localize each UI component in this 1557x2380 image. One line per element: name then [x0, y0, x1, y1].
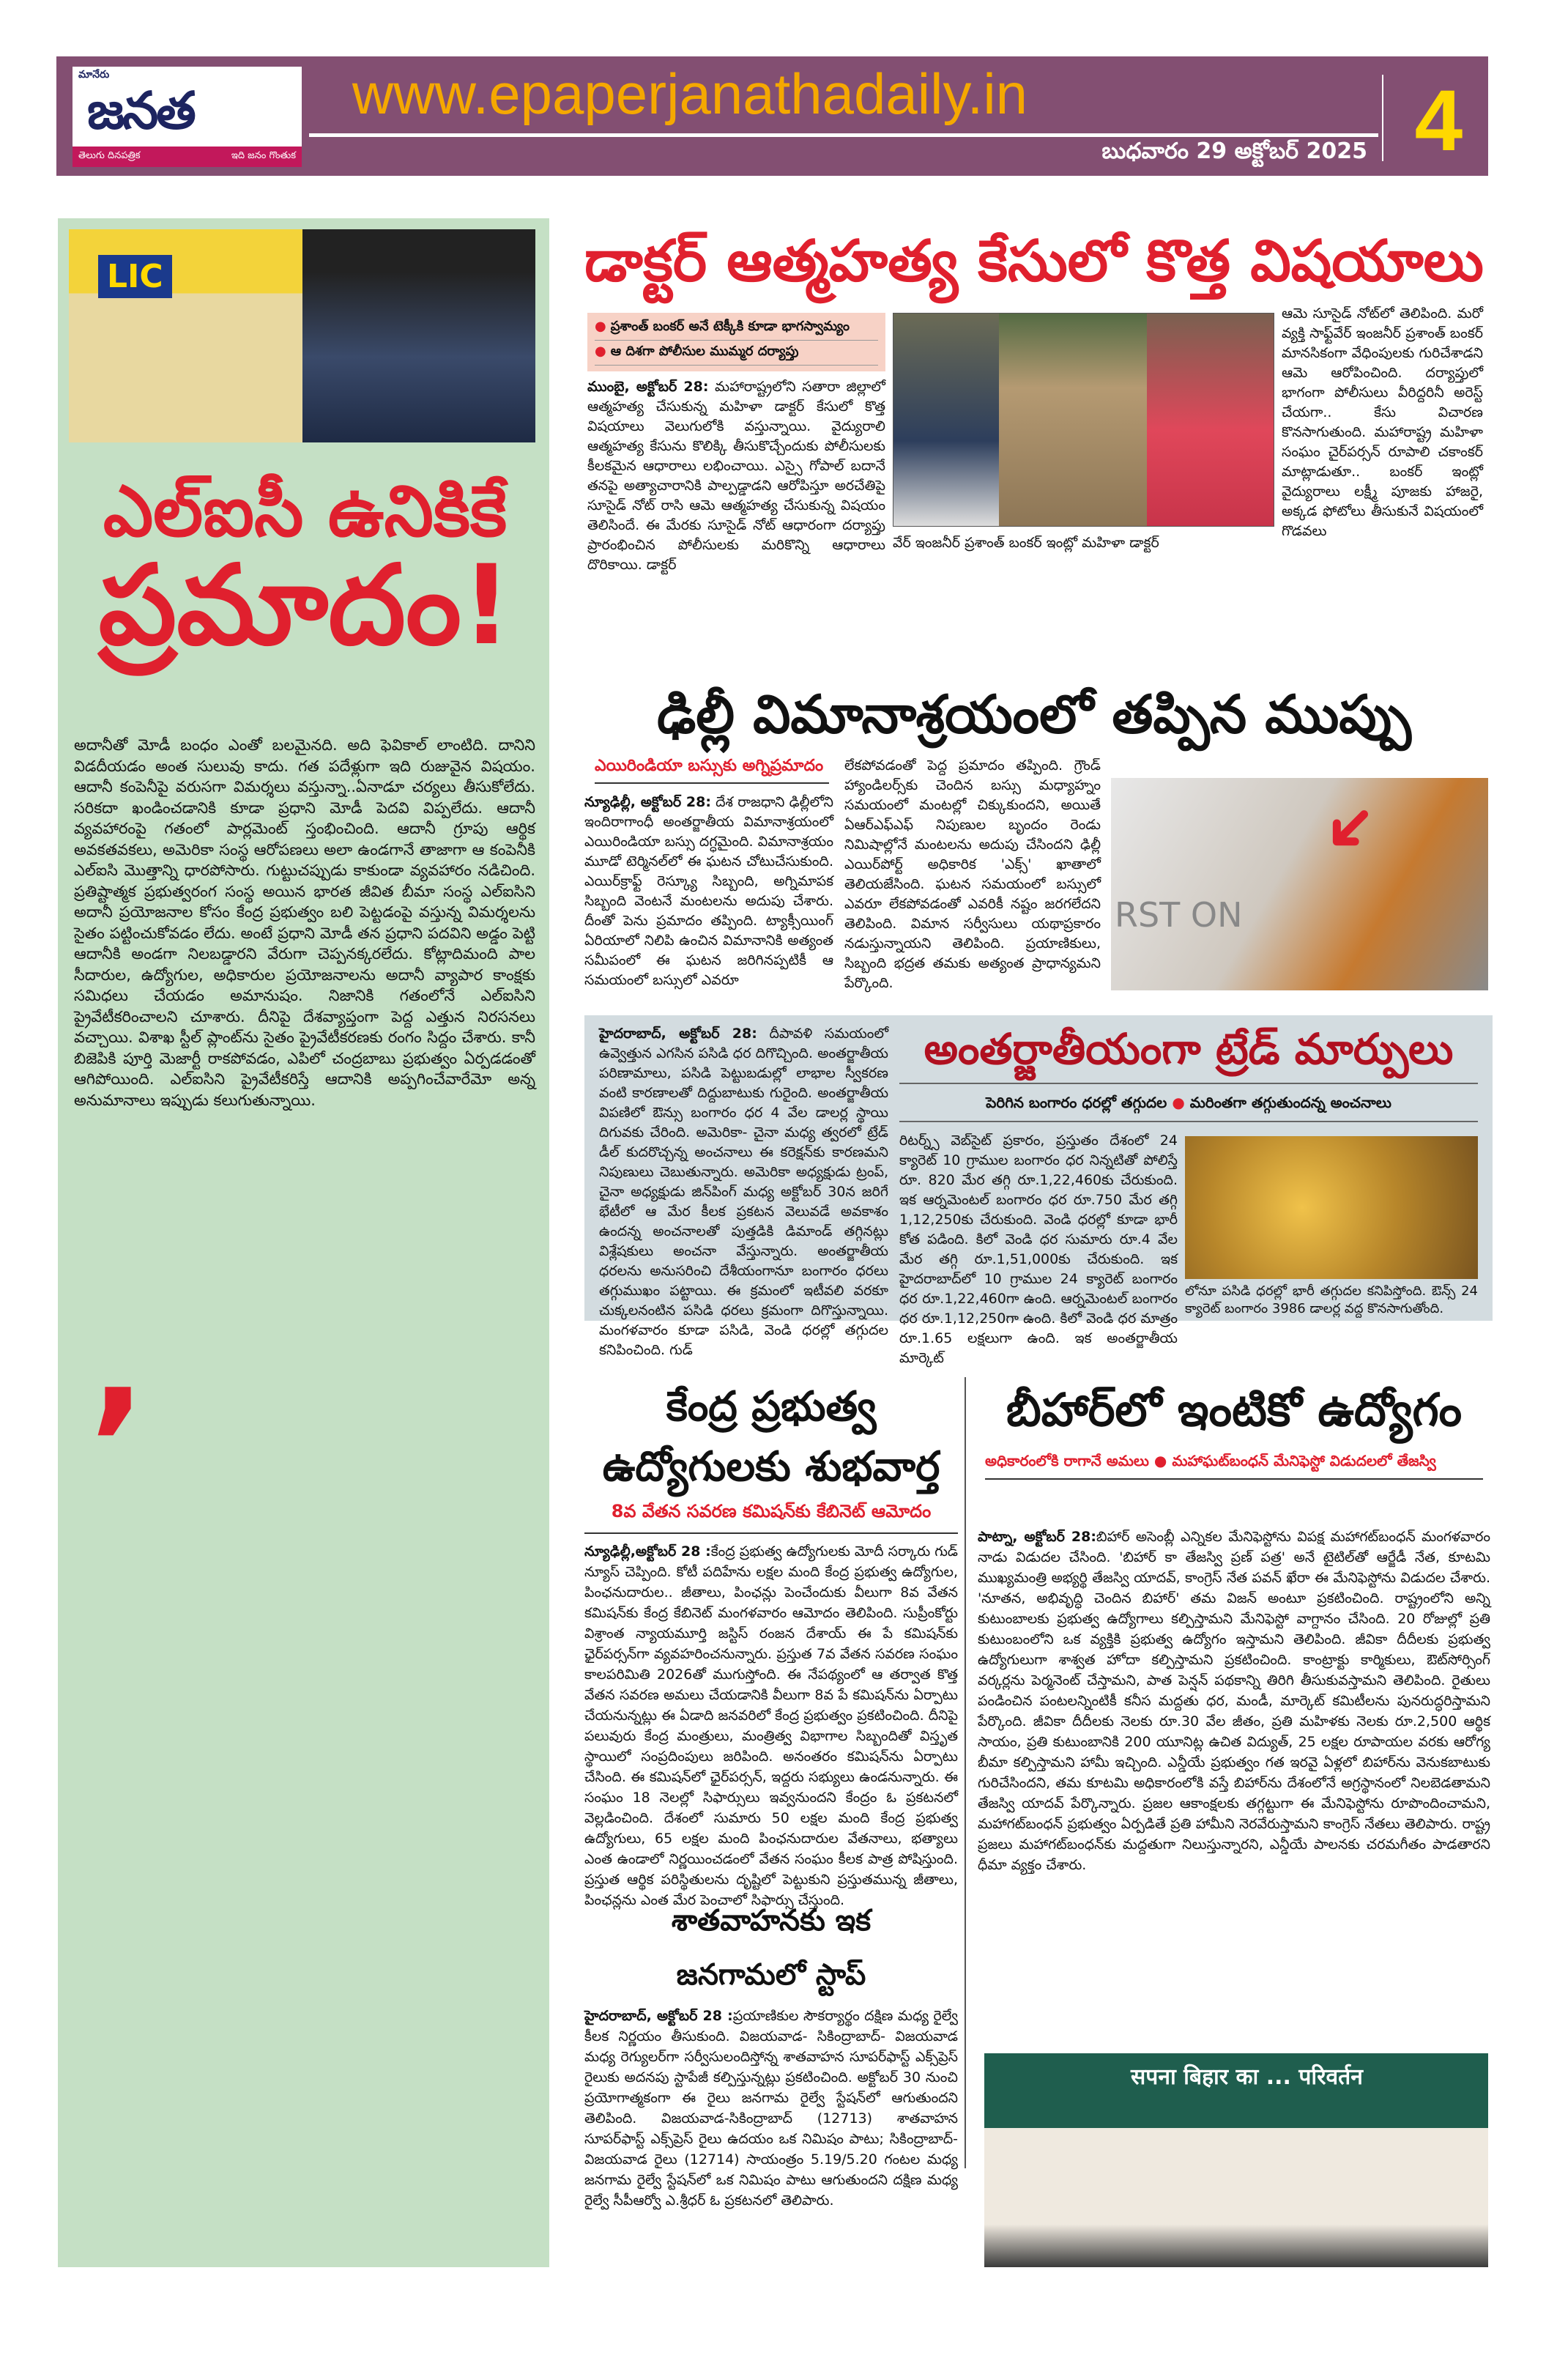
- gold-subhead: పెరిగిన బంగారం ధరల్లో తగ్గుదల ● మరింతగా తగ్గుతుందన్న అంచనాలు: [899, 1083, 1478, 1122]
- dateline: హైదరాబాద్, అక్టోబర్ 28 :: [584, 2008, 733, 2024]
- body-text: బిహార్ అసెంబ్లీ ఎన్నికల మేనిఫెస్టోను విపక్ష మహాగట్‌బంధన్ మంగళవారం నాడు విడుదల చేసింది. 'బిహార్ కా తేజస్వి ప్రణ్ పత్ర' అనే టైటిల్‌తో ఆర్జేడీ నేత, కూటమి ముఖ్యమంత్రి అభ్యర్థి తేజస్వి యాదవ్, కాంగ్రెస్ నేత పవన్ ఖేరా ఈ మేనిఫెస్టోను విడుదల చేశారు. 'నూతన, అభివృద్ధి చెందిన బిహార్' తమ విజన్ అంటూ ప్రకటించింది. రాష్ట్రంలోని అన్ని కుటుంబాలకు ప్రభుత్వ ఉద్యోగాలు కల్పిస్తామని మేనిఫెస్టో వాగ్దానం చేసింది. 20 రోజుల్లో ప్రతి కుటుంబంలోని ఒక వ్యక్తికి ప్రభుత్వ ఉద్యోగం ఇస్తామని తెలిపింది. జీవికా దీదీలకు ప్రభుత్వ ఉద్యోగులుగా శాశ్వత హోదా కల్పిస్తామని ప్రకటించింది. కాంట్రాక్టు కార్మికులు, ఔట్‌సోర్సింగ్ వర్కర్లను పెర్మనెంట్ చేస్తామని, పాత పెన్షన్ పథకాన్ని తిరిగి తీసుకువస్తామని తెలిపింది. రైతులు పండించిన పంటలన్నింటికీ కనీస మద్దతు ధర, మండీ, మార్కెట్ కమిటీలను పునరుద్ధరిస్తామని పేర్కొంది. జీవికా దీదీలకు నెలకు రూ.30 వేల జీతం, ప్రతి మహిళకు నెలకు రూ.2,500 ఆర్థిక సాయం, ప్రతి కుటుంబానికి 200 యూనిట్ల ఉచిత విద్యుత్, 25 లక్షల రూపాయల వరకు ఆరోగ్య బీమా కల్పిస్తామని హామీ ఇచ్చింది. ఎన్డీయే ప్రభుత్వం గత ఇరవై ఏళ్లలో బిహార్‌ను వెనుకబాటుకు గురిచేసిందని, తమ కూటమి అధికారంలోకి వస్తే బిహార్‌ను దేశంలోనే అగ్రస్థానంలో నిలబెడతామని తేజస్వి యాదవ్ పేర్కొన్నారు. ప్రజల ఆకాంక్షలకు తగ్గట్టుగా ఈ మేనిఫెస్టోను రూపొందించామని, మహాగట్‌బంధన్ ప్రభుత్వం ఏర్పడితే ప్రతి హామీని నెరవేరుస్తామని కాంగ్రెస్ నేతలు తెలిపారు. రాష్ట్ర ప్రజలు మహాగట్‌బంధన్‌కు మద్దతుగా నిలుస్తున్నారని, ఎన్డీయే పాలనకు చరమగీతం పాడతారని ధీమా వ్యక్తం చేశారు.: [978, 1529, 1490, 1873]
- dateline: న్యూఢిల్లీ, అక్టోబర్ 28:: [584, 794, 711, 810]
- body-text: దేశ రాజధాని ఢిల్లీలోని ఇందిరాగాంధీ అంతర్జాతీయ విమానాశ్రయంలో ఎయిరిండియా బస్సు దగ్ధమైంది. విమానాశ్రయం మూడో టెర్మినల్‌లో ఈ ఘటన చోటుచేసుకుంది. ఎయిర్‌క్రాఫ్ట్ రెస్క్యూ సిబ్బంది, అగ్నిమాపక సిబ్బంది వెంటనే మంటలను అదుపు చేశారు. దీంతో పెను ప్రమాదం తప్పింది. ట్యాక్సీయింగ్ ఏరియాలో నిలిపి ఉంచిన విమానానికి అత్యంత సమీపంలో ఈ ఘటన జరిగినప్పటికీ ఆ సమయంలో బస్సులో ఎవరూ: [584, 794, 833, 988]
- bullet-item: ● ఆ దిశగా పోలీసుల ముమ్మర దర్యాప్తు: [595, 341, 878, 366]
- gold-body-col2: రిటర్న్స్ వెబ్‌సైట్ ప్రకారం, ప్రస్తుతం దేశంలో 24 క్యారెట్ 10 గ్రాముల బంగారం ధర నిన్నటితో పోలిస్తే రూ. 820 మేర తగ్గి రూ.1,22,460కు చేరుకుంది. ఇక ఆర్నమెంటల్ బంగారం ధర రూ.750 మేర తగ్గి 1,12,250కు చేరుకుంది. వెండి ధరల్లో కూడా భారీ కోత పడింది. కిలో వెండి ధర సుమారు రూ.4 వేల మేర తగ్గి రూ.1,51,000కు చేరుకుంది. ఇక హైదరాబాద్‌లో 10 గ్రాముల 24 క్యారెట్ బంగారం ధర రూ.1,22,460గా ఉంది. ఆర్నమెంటల్ బంగారం ధర రూ.1,12,250గా ఉంది. కిలో వెండి ధర మాత్రం రూ.1.65 లక్షలుగా ఉంది. ఇక అంతర్జాతీయ మార్కెట్: [899, 1132, 1178, 1366]
- lic-body: [74, 735, 535, 2258]
- quote-mark-icon: ,: [90, 1279, 146, 1450]
- gold-headline: అంతర్జాతీయంగా ట్రేడ్ మార్పులు: [924, 1024, 1454, 1074]
- doctor-photo: [893, 314, 999, 526]
- doctor-body-col1: [587, 377, 885, 674]
- delhi-headline: ఢిల్లీ విమానాశ్రయంలో తప్పిన ముప్పు: [657, 683, 1411, 745]
- subhead-part: పెరిగిన బంగారం ధరల్లో తగ్గుదల: [986, 1094, 1167, 1111]
- logo-small-text: మానేరు: [78, 69, 110, 81]
- logo-name: జనత: [87, 81, 194, 141]
- delhi-subhead: ఎయిరిండియా బస్సుకు అగ్నిప్రమాదం: [595, 756, 829, 784]
- lic-photo: [69, 229, 535, 442]
- masthead-vertical-divider: [1382, 75, 1383, 161]
- bihar-body: [978, 1527, 1490, 2039]
- dateline: న్యూఢిల్లీ,అక్టోబర్ 28 :: [584, 1543, 711, 1560]
- gold-article: [584, 1015, 1493, 1366]
- bihar-subhead: అధికారంలోకి రాగానే అమలు ● మహాఘట్‌బంధన్ మేనిఫెస్టో విడుదలలో తేజస్వి: [985, 1450, 1483, 1480]
- arrow-icon: ➜: [1304, 782, 1398, 877]
- headline-line: జనగామలో స్టాప్: [676, 1958, 866, 1992]
- central-body: [584, 1541, 958, 1908]
- central-subhead: 8వ వేతన సవరణ కమిషన్‌కు కేబినెట్ ఆమోదం: [584, 1500, 958, 1534]
- newspaper-logo[interactable]: [73, 67, 302, 167]
- manifesto-release-photo: [984, 2053, 1488, 2267]
- masthead: [56, 56, 1488, 176]
- person-portrait-image: [302, 229, 536, 442]
- website-url[interactable]: www.epaperjanathadaily.in: [352, 62, 1028, 126]
- logo-tagline-strip: [73, 147, 302, 167]
- bus-fire-photo: [1111, 778, 1488, 990]
- bihar-headline: బీహార్‌లో ఇంటికో ఉద్యోగం: [1006, 1383, 1463, 1436]
- headline-line: ఉద్యోగులకు శుభవార్త: [602, 1443, 940, 1491]
- headline-line: కేంద్ర ప్రభుత్వ: [666, 1383, 877, 1431]
- issue-date: బుధవారం 29 అక్టోబర్ 2025: [1101, 138, 1367, 164]
- woman-photo: [1147, 314, 1274, 526]
- bullet-item: ● ప్రశాంత్ బంకర్ అనే టెక్కీకి కూడా భాగస్వామ్యం: [595, 316, 878, 341]
- photo-banner-text: सपना बिहार का ... परिवर्तन: [1131, 2064, 1363, 2090]
- dateline: హైదరాబాద్, అక్టోబర్ 28:: [599, 1026, 757, 1042]
- central-headline: [584, 1377, 958, 1497]
- lic-sign: LIC: [98, 255, 172, 298]
- bullet-text: ప్రశాంత్ బంకర్ అనే టెక్కీకి కూడా భాగస్వామ్యం: [610, 319, 850, 334]
- dateline: పాట్నా, అక్టోబర్ 28:: [978, 1529, 1096, 1545]
- body-text: దీపావళి సమయంలో ఉవ్వెత్తున ఎగసిన పసిడి ధర దిగొచ్చింది. అంతర్జాతీయ పరిణామాలు, పసిడి పెట్టుబడుల్లో లాభాల స్వీకరణ వంటి కారణాలతో దిద్దుబాటుకు గురైంది. అంతర్జాతీయ విపణిలో ఔన్సు బంగారం ధర 4 వేల డాలర్ల స్థాయి దిగువకు చేరింది. అమెరికా- చైనా మధ్య త్వరలో ట్రేడ్ డీల్ కుదరొచ్చన్న అంచనాలు ఈ కరెక్షన్‌కు కారణమని నిపుణులు చెబుతున్నారు. అమెరికా అధ్యక్షుడు ట్రంప్, చైనా అధ్యక్షుడు జిన్‌పింగ్ మధ్య అక్టోబర్ 30న జరిగే భేటీలో ఆ మేర కీలక ప్రకటన వెలువడే అవకాశం ఉందన్న అంచనాలతో పుత్తడికి డిమాండ్ తగ్గినట్లు విశ్లేషకులు అంచనా వేస్తున్నారు. అంతర్జాతీయ ధరలను అనుసరించి దేశీయంగానూ బంగారం ధరలు తగ్గుముఖం పట్టాయి. ఈ క్రమంలో ఇటీవలి వరకూ చుక్కలనంటిన పసిడి ధరలు క్రమంగా దిగొస్తున్నాయి. మంగళవారం కూడా పసిడి, వెండి ధరల్లో తగ్గుదల కనిపించింది. గుడ్: [599, 1026, 888, 1358]
- doctor-body-col2: వేర్ ఇంజనీర్ ప్రశాంత్ బంకర్ ఇంట్లో మహిళా డాక్టర్: [893, 535, 1159, 551]
- logo-tag-right: ఇది జనం గొంతుక: [231, 150, 296, 161]
- subhead-part: మహాఘట్‌బంధన్ మేనిఫెస్టో విడుదలలో తేజస్వి: [1172, 1452, 1436, 1469]
- doctor-bullets: [587, 313, 885, 371]
- gold-body-col3: లోనూ పసిడి ధరల్లో భారీ తగ్గుదల కనిపిస్తోంది. ఔన్స్ 24 క్యారెట్ బంగారం 3986 డాలర్ల వద్ద కొనసాగుతోంది.: [1185, 1283, 1478, 1316]
- body-text: కేంద్ర ప్రభుత్వ ఉద్యోగులకు మోదీ సర్కారు గుడ్ న్యూస్ చెప్పింది. కోటీ పదిహేను లక్షల మంది కేంద్ర ప్రభుత్వ ఉద్యోగుల, పింఛనుదారుల.. జీతాలు, పింఛన్లు పెంచేందుకు వీలుగా 8వ వేతన కమిషన్‌కు కేంద్ర కేబినెట్ మంగళవారం ఆమోదం తెలిపింది. సుప్రీంకోర్టు విశ్రాంత న్యాయమూర్తి జస్టిస్ రంజన దేశాయ్ ఈ పే కమిషన్‌కు ఛైర్‌పర్సన్‌గా వ్యవహరించనున్నారు. ప్రస్తుత 7వ వేతన సవరణ సంఘం కాలపరిమితి 2026తో ముగుస్తోంది. ఈ నేపథ్యంలో ఆ తర్వాత కొత్త వేతన సవరణ అమలు చేయడానికి వీలుగా 8వ పే కమిషన్‌ను ఏర్పాటు చేయనున్నట్లు ఈ ఏడాది జనవరిలో కేంద్ర ప్రభుత్వం ప్రకటించింది. దీనిపై పలువురు కేంద్ర మంత్రులు, మంత్రిత్వ విభాగాల సిబ్బందితో విస్తృత స్థాయిలో సంప్రదింపులు జరిపింది. అనంతరం కమిషన్‌ను ఏర్పాటు చేసింది. ఈ కమిషన్‌లో ఛైర్‌పర్సన్, ఇద్దరు సభ్యులు ఉండనున్నారు. ఈ సంఘం 18 నెలల్లో సిఫార్సులు ఇవ్వనుందని కేంద్రం ఓ ప్రకటనలో వెల్లడించింది. దేశంలో సుమారు 50 లక్షల మంది కేంద్ర ప్రభుత్వ ఉద్యోగులు, 65 లక్షల మంది పింఛనుదారుల వేతనాలు, భత్యాలు ఎంత ఉండాలో నిర్ణయించడంలో వేతన సంఘం కీలక పాత్ర పోషిస్తుంది. ప్రస్తుత ఆర్థిక పరిస్థితులను దృష్టిలో పెట్టుకుని ప్రస్తుతమున్న జీతాలు, పింఛన్లను ఎంత మేర పెంచాలో సిఫార్సు చేస్తుంది.: [584, 1543, 958, 1908]
- delhi-body-col1: [584, 793, 833, 998]
- dateline: ముంబై, అక్టోబర్ 28:: [587, 379, 709, 395]
- page-number: 4: [1414, 73, 1463, 169]
- lic-headline: [73, 470, 538, 670]
- gold-body-col1: [599, 1024, 888, 1358]
- doctor-photos: [893, 313, 1274, 527]
- column-divider: [965, 1377, 966, 2168]
- satavahana-body: [584, 2006, 958, 2211]
- body-text: అదానీతో మోడీ బంధం ఎంతో బలమైనది. అది ఫెవికాల్ లాంటిది. దానిని విడదీయడం అంత సులువు కాదు. గత పదేళ్లుగా ఇది రుజువైన విషయం. ఆదానీ కంపెనీపై వరుసగా విమర్శలు వస్తున్నా..ఏనాడూ చర్యలు తీసుకోలేదు. సరికదా ఖండించడానికి కూడా ప్రధాని మోడీ పెదవి విప్పలేదు. ఆదానీ వ్యవహారంపై గతంలో పార్లమెంట్ స్తంభించింది. ఆదానీ గ్రూపు ఆర్థిక అవకతవకలు, అమెరికా సంస్థ ఆరోపణలు అలా ఉండగానే తాజాగా ఆ కంపెనీకి ఎల్ఐసి మొత్తాన్ని ధారపోసారు. గుట్టుచప్పుడు కాకుండా వ్యవహారం నడిచింది. ప్రతిష్టాత్మక ప్రభుత్వరంగ సంస్థ అయిన భారత జీవిత బీమా సంస్థ ఎల్ఐసిని అదానీ ప్రయోజనాల కోసం కేంద్ర ప్రభుత్వం బలి పెట్టడంపై వస్తున్న విమర్శలను సైతం పట్టించుకోవడం లేదు. అంటే ప్రధాని మోడీ తన ప్రధాని పదవిని అడ్డం పెట్టి ఆదానీకి అండగా నిలబడ్డారని వేరుగా చెప్పనక్కరలేదు. కోట్లాదిమంది పాల సీదారుల, ఉద్యోగుల, అధికారుల ప్రయోజనాలను అదానీ వ్యాపార కాంక్షకు సమిధలు చేయడం అమానుషం. నిజానికి గతంలోనే ఎల్ఐసిని ప్రైవేటీకరించాలని చూశారు. దీనిపై దేశవ్యాప్తంగా పెద్ద ఎత్తున నిరసనలు వచ్చాయి. విశాఖ స్టీల్ ప్లాంట్‌ను సైతం ప్రైవేటీకరణకు రంగం సిద్దం చేశారు. కానీ బిజెపికి పూర్తి మెజార్టీ రాకపోవడం, ఎపిలో చంద్రబాబు ప్రభుత్వం ఏర్పడడంతో ఆగిపోయింది. ఎల్ఐసిని ప్రైవేటీకరిస్తే ఆదానికి అప్పగించేవారేమో అన్న అనుమానాలు ఇప్పుడు కలుగుతున్నాయి.: [74, 736, 535, 1109]
- satavahana-headline: [584, 1894, 958, 2002]
- body-text: మహారాష్ట్రలోని సతారా జిల్లాలో ఆత్మహత్య చేసుకున్న మహిళా డాక్టర్ కేసులో కొత్త విషయాలు వెలుగులోకి వస్తున్నాయి. వైద్యురాలి ఆత్మహత్య కేసును కొలిక్కి తీసుకొచ్చేందుకు పోలీసులకు కీలకమైన ఆధారాలు లభించాయి. ఎస్సై గోపాల్ బదానే తనపై అత్యాచారానికి పాల్పడ్డాడని ఆరోపిస్తూ అరచేతిపై సూసైడ్ నోట్ రాసి ఆమె ఆత్మహత్య చేసుకున్న విషయం తెలిసిందే. ఈ మేరకు సూసైడ్ నోట్ ఆధారంగా దర్యాప్తు ప్రారంభించిన పోలీసులకు మరికొన్ని ఆధారాలు దొరికాయి. డాక్టర్: [587, 379, 885, 573]
- body-text: ప్రయాణికుల సౌకర్యార్థం దక్షిణ మధ్య రైల్వే కీలక నిర్ణయం తీసుకుంది. విజయవాడ- సికింద్రాబాద్- విజయవాడ మధ్య రెగ్యులర్‌గా సర్వీసులందిస్తోన్న శాతవాహన సూపర్‌ఫాస్ట్ ఎక్స్‌ప్రెస్ రైలుకు అదనపు స్టాపేజీ కల్పిస్తున్నట్లు ప్రకటించింది. అక్టోబర్ 30 నుంచి ప్రయోగాత్మకంగా ఈ రైలు జనగామ రైల్వే స్టేషన్‌లో ఆగుతుందని తెలిపింది. విజయవాడ-సికింద్రాబాద్ (12713) శాతవాహన సూపర్‌ఫాస్ట్ ఎక్స్‌ప్రెస్ రైలు ఉదయం ఒక నిమిషం పాటు; సికింద్రాబాద్- విజయవాడ రైలు (12714) సాయంత్రం 5.19/5.20 గంటల మధ్య జనగామ రైల్వే స్టేషన్‌లో ఒక నిమిషం పాటు ఆగుతుందని దక్షిణ మధ్య రైల్వే సీపీఆర్వో ఎ.శ్రీధర్ ఓ ప్రకటనలో తెలిపారు.: [584, 2008, 958, 2209]
- aircraft-livery-text: RST ON: [1115, 895, 1243, 935]
- logo-tag-left: తెలుగు దినపత్రిక: [78, 150, 141, 161]
- gold-jewellery-photo: [1185, 1136, 1478, 1279]
- subhead-part: మరింతగా తగ్గుతుందన్న అంచనాలు: [1189, 1094, 1391, 1111]
- headline-line: శాతవాహనకు ఇక: [671, 1904, 872, 1938]
- police-officer-photo: [999, 314, 1147, 526]
- delhi-body-col2: లేకపోవడంతో పెద్ద ప్రమాదం తప్పింది. గ్రౌండ్ హ్యాండిలర్స్‌కు చెందిన బస్సు మధ్యాహ్నం సమయంలో మంటల్లో చిక్కుకుందని, అయితే ఏఆర్ఎఫ్ఎఫ్ నిపుణుల బృందం రెండు నిమిషాల్లోనే మంటలను అదుపు చేసిందని ఢిల్లీ ఎయిర్‌పోర్ట్ అధికారిక 'ఎక్స్' ఖాతాలో తెలియజేసింది. ఘటన సమయంలో బస్సులో ఎవరూ లేకపోవడంతో ఎవరికీ నష్టం జరగలేదని తెలిపింది. విమాన సర్వీసులు యథాప్రకారం నడుస్తున్నాయని తెలిపింది. ప్రయాణికులు, సిబ్బంది భద్రత తమకు అత్యంత ప్రాధాన్యమని పేర్కొంది.: [844, 757, 1101, 991]
- doctor-headline: డాక్టర్ ఆత్మహత్య కేసులో కొత్త విషయాలు: [584, 229, 1484, 294]
- doctor-body-col3: ఆమె సూసైడ్ నోట్‌లో తెలిపింది. మరో వ్యక్తి సాఫ్ట్‌వేర్ ఇంజనీర్ ప్రశాంత్ బంకర్ మానసికంగా వేధింపులకు గురిచేశాడని ఆమె ఆరోపించింది. దర్యాప్తులో భాగంగా పోలీసులు వీరిద్దరినీ అరెస్ట్ చేయగా.. కేసు విచారణ కొనసాగుతుంది. మహారాష్ట్ర మహిళా సంఘం చైర్‌పర్సన్ రూపాలి చకాంకర్ మాట్లాడుతూ.. బంకర్ ఇంట్లో వైద్యురాలు లక్ష్మీ పూజకు హాజరై, అక్కడ ఫోటోలు తీసుకునే విషయంలో గొడవలు: [1282, 305, 1483, 539]
- lic-headline-line2: ప్రమాదం!: [98, 541, 512, 670]
- lic-headline-line1: ఎల్ఐసీ ఉనికికే: [103, 470, 508, 552]
- bullet-text: ఆ దిశగా పోలీసుల ముమ్మర దర్యాప్తు: [610, 344, 799, 359]
- lic-building-image: [69, 229, 302, 442]
- subhead-part: అధికారంలోకి రాగానే అమలు: [985, 1452, 1149, 1469]
- masthead-divider: [309, 133, 1378, 137]
- lic-article: [58, 218, 549, 2267]
